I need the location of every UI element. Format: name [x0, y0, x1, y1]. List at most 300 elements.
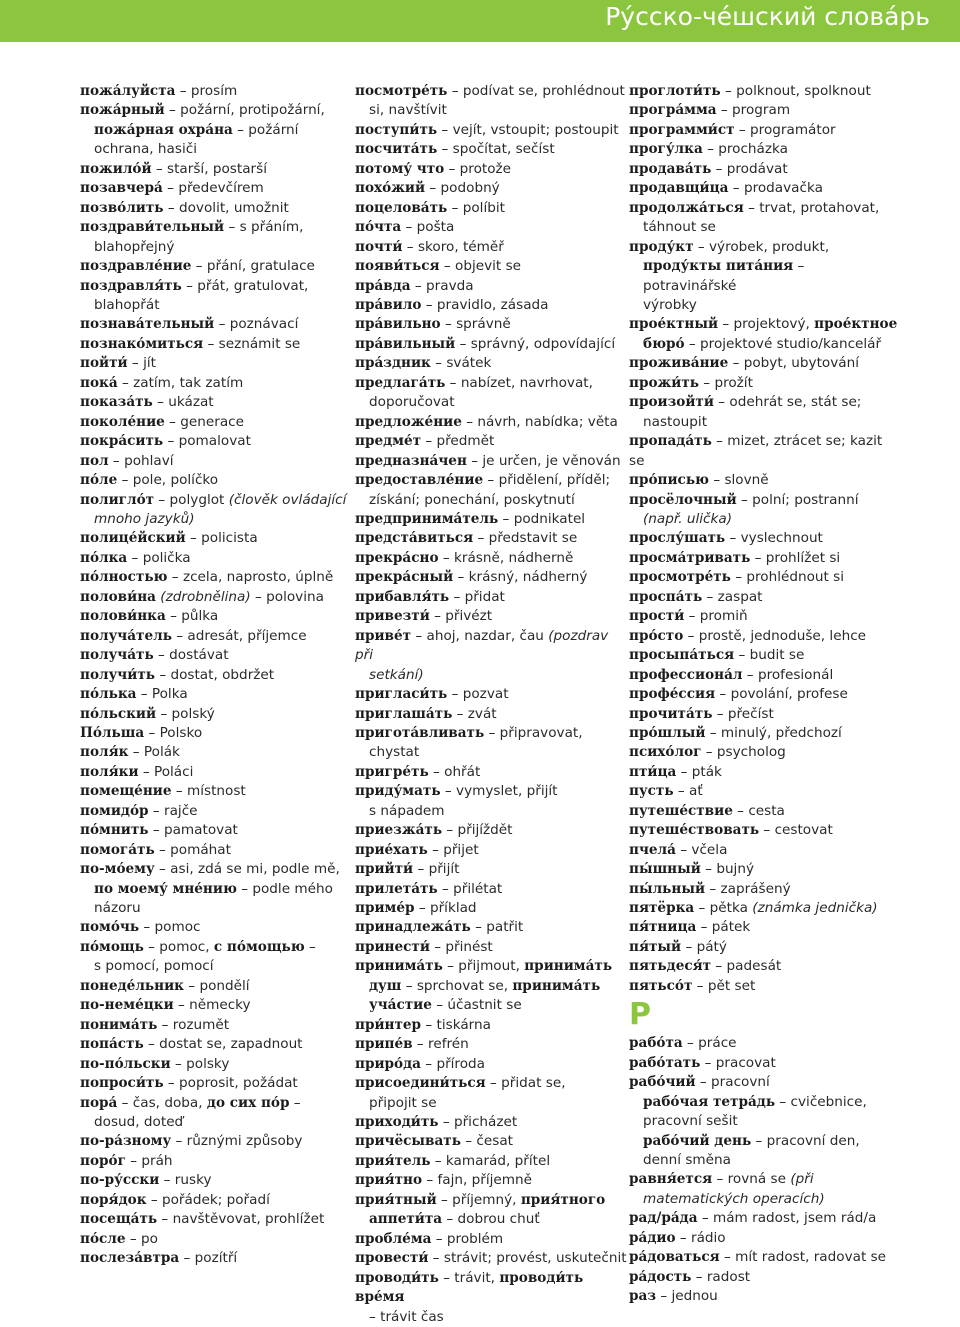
translation: cestovat: [774, 822, 833, 839]
entry-continuation: (např. ulička): [643, 510, 733, 527]
dictionary-entry: пожило́й – starší, postarší: [80, 160, 267, 177]
dictionary-entry: програ́мма – program: [629, 102, 791, 119]
dictionary-entry: просыпа́ться – budit se: [629, 647, 805, 664]
dictionary-entry: проспа́ть – zaspat: [629, 588, 763, 605]
dictionary-entry: приглаша́ть – zvát: [355, 705, 497, 722]
dictionary-entry: пятьдеся́т – padesát: [629, 958, 782, 975]
translation: svátek: [446, 355, 492, 372]
dictionary-entry: [355, 101, 627, 120]
translation: pták: [691, 763, 722, 780]
dictionary-entry: пропада́ть – mizet, ztrácet se; kazit se: [629, 433, 883, 469]
translation: pomoc,: [159, 938, 210, 955]
translation: přijít: [428, 861, 460, 878]
translation: polknout, spolknout: [736, 83, 871, 99]
headword: посеща́ть: [80, 1211, 158, 1228]
headword: проду́кт: [629, 238, 694, 255]
headword: рабо́та: [629, 1035, 683, 1052]
dictionary-entry: проглоти́ть – polknout, spolknout: [629, 83, 871, 99]
dictionary-entry: проду́кт – výrobek, produkt,: [629, 238, 830, 255]
headword: путеше́ствовать: [629, 822, 760, 839]
translation: padesát: [726, 958, 782, 975]
translation: pohlaví: [124, 452, 174, 469]
headword: продава́ть: [629, 160, 712, 177]
translation: pozítří: [194, 1250, 238, 1267]
headword: проводи́ть: [355, 1269, 439, 1286]
headword: пчела́: [629, 841, 676, 858]
translation: potravinářské: [643, 277, 737, 294]
entry-continuation: blahopřát: [94, 296, 160, 313]
dictionary-entry: полигло́т – polyglot (člověk ovládající: [80, 491, 347, 508]
section-letter: Р: [629, 997, 651, 1033]
headword: поря́док: [80, 1191, 147, 1208]
headword: пропада́ть: [629, 433, 712, 450]
entry-continuation: setkání): [369, 666, 424, 683]
translation: tiskárna: [436, 1016, 491, 1033]
translation: příjemný,: [452, 1191, 517, 1208]
dictionary-entry: по́лька – Polka: [80, 686, 188, 703]
headword: пятьдеся́т: [629, 958, 712, 975]
translation: jít: [143, 355, 156, 372]
translation: podle mého: [252, 880, 333, 897]
dictionary-entry: получа́ть – dostávat: [80, 647, 229, 664]
translation: promiň: [699, 608, 748, 625]
dictionary-entry: прибавля́ть – přidat: [355, 588, 505, 605]
dictionary-entry: ра́дость – radost: [629, 1268, 751, 1285]
dictionary-entry: продолжа́ться – trvat, protahovat,: [629, 199, 880, 216]
headword: прочита́ть: [629, 705, 713, 722]
headword: поля́ки: [80, 763, 139, 780]
headword: пойти́: [80, 355, 128, 372]
headword: прие́хать: [355, 841, 428, 858]
headword: прия́тный: [355, 1191, 437, 1208]
dictionary-entry: аппети́та – dobrou chuť: [369, 1211, 540, 1228]
dictionary-entry: произойти́ – odehrát se, stát se;: [629, 394, 862, 411]
translation: různými způsoby: [186, 1133, 303, 1150]
dictionary-entry: прия́тный – příjemný, прия́тного: [355, 1191, 606, 1208]
headword: полице́йский: [80, 530, 186, 547]
headword: пол: [80, 452, 109, 469]
translation: rajče: [164, 802, 198, 819]
dictionary-entry: по-по́льски – polsky: [80, 1055, 230, 1072]
dictionary-entry: посмотре́ть – podívat se, prohlédnout: [355, 83, 625, 99]
headword: приглаша́ть: [355, 705, 453, 722]
dictionary-entry: [629, 218, 901, 237]
translation: předevčírem: [178, 180, 264, 197]
dictionary-entry: рабо́та – práce: [629, 1035, 737, 1052]
dictionary-entry: по́мнить – pamatovat: [80, 822, 238, 839]
dictionary-entry: почти́ – skoro, téměř: [355, 238, 504, 255]
headword: помо́чь: [80, 919, 140, 936]
headword: прибавля́ть: [355, 588, 450, 605]
dictionary-entry: пра́вильный – správný, odpovídající: [355, 335, 616, 352]
translation: požární, protipožární,: [180, 102, 325, 119]
dictionary-entry: принести́ – přinést: [355, 938, 493, 955]
translation: po: [140, 1230, 158, 1247]
dictionary-entry: понеде́льник – pondělí: [80, 977, 250, 994]
dictionary-entry: программи́ст – programátor: [629, 121, 836, 138]
headword: поцелова́ть: [355, 199, 448, 216]
entry-continuation: si, navštívit: [369, 102, 447, 119]
dictionary-entry: профессиона́л – profesionál: [629, 666, 834, 683]
dictionary-entry: прие́хать – přijet: [355, 841, 479, 858]
headword: прия́тно: [355, 1172, 423, 1189]
dictionary-entry: – trávit čas: [369, 1308, 444, 1325]
dictionary-entry: по-ру́сски – rusky: [80, 1172, 212, 1189]
translation: polyglot: [169, 491, 225, 508]
translation: zatím, tak zatím: [133, 374, 244, 391]
headword: поздрави́тельный: [80, 219, 225, 236]
usage-note: (známka jednička): [752, 900, 878, 917]
translation: dostat se, zapadnout: [159, 1036, 303, 1053]
headword: профессиона́л: [629, 666, 743, 683]
dictionary-entry: поля́ки – Poláci: [80, 763, 194, 780]
translation: polsky: [186, 1055, 230, 1072]
dictionary-entry: пробле́ма – problém: [355, 1230, 504, 1247]
dictionary-entry: приходи́ть – přicházet: [355, 1114, 518, 1131]
dictionary-entry: пы́шный – bujný: [629, 861, 754, 878]
dictionary-entry: пра́вильно – správně: [355, 316, 511, 333]
headword: по́чта: [355, 219, 402, 236]
headword-phrase: с по́мощью: [213, 938, 305, 955]
dictionary-entry: рабо́чий – pracovní: [629, 1074, 770, 1091]
translation: pole, políčko: [132, 472, 219, 489]
headword: поколе́ние: [80, 413, 165, 430]
dictionary-entry: [80, 957, 352, 976]
translation: Polsko: [159, 724, 203, 741]
headword: поступи́ть: [355, 121, 438, 138]
translation: předmět: [436, 433, 495, 450]
translation: adresát, příjemce: [187, 627, 307, 644]
translation: protože: [459, 160, 512, 177]
dictionary-entry: пол – pohlaví: [80, 452, 174, 469]
headword: прекра́сно: [355, 549, 439, 566]
dictionary-entry: по-ра́зному – různými způsoby: [80, 1133, 303, 1150]
translation: profesionál: [757, 666, 834, 683]
headword: душ: [369, 977, 402, 994]
translation: zaspat: [717, 588, 763, 605]
translation: odehrát se, stát se;: [729, 394, 862, 411]
dictionary-entry: показа́ть – ukázat: [80, 394, 214, 411]
dictionary-entry: прожи́ть – prožít: [629, 374, 753, 391]
translation: krásný, nádherný: [468, 569, 588, 586]
dictionary-entry: по-неме́цки – německy: [80, 997, 251, 1014]
translation: požární: [248, 121, 299, 138]
translation: přidělení, příděl;: [498, 472, 611, 489]
translation: program: [732, 102, 791, 119]
translation: cesta: [748, 802, 785, 819]
headword: полови́на: [80, 588, 156, 605]
translation: poprosit, požádat: [179, 1075, 298, 1092]
dictionary-entry: потому́ что – protože: [355, 160, 512, 177]
headword: по́лька: [80, 686, 137, 703]
headword: по-неме́цки: [80, 997, 174, 1014]
headword: пра́вильный: [355, 335, 456, 352]
translation: seznámit se: [218, 335, 301, 352]
headword: пригота́вливать: [355, 724, 485, 741]
headword: предпринима́тель: [355, 510, 499, 527]
dictionary-entry: приро́да – příroda: [355, 1055, 485, 1072]
headword: приве́т: [355, 627, 412, 644]
headword: прийти́: [355, 861, 414, 878]
headword: по́льский: [80, 705, 157, 722]
dictionary-entry: [80, 140, 352, 159]
dictionary-entry: по́сле – po: [80, 1230, 158, 1247]
headword: проду́кты пита́ния: [643, 258, 794, 275]
dictionary-entry: по́чта – pošta: [355, 219, 455, 236]
dictionary-entry: помо́чь – pomoc: [80, 919, 201, 936]
dictionary-entry: предпринима́тель – podnikatel: [355, 510, 586, 527]
dictionary-entry: полице́йский – policista: [80, 530, 258, 547]
translation: dostávat: [169, 647, 229, 664]
translation: trávit čas: [380, 1308, 444, 1325]
headword: по моему́ мне́нию: [94, 880, 237, 897]
translation: přicházet: [453, 1114, 518, 1131]
entry-continuation: připojit se: [369, 1094, 437, 1111]
dictionary-entry: [80, 296, 352, 315]
headword: про́шлый: [629, 724, 706, 741]
translation: trvat, protahovat,: [759, 199, 880, 216]
headword: бюро́: [643, 335, 685, 352]
headword: просмотре́ть: [629, 569, 731, 586]
headword: приме́р: [355, 900, 415, 917]
usage-note: (zdrobnělina): [160, 588, 251, 605]
dictionary-entry: принадлежа́ть – patřit: [355, 919, 524, 936]
dictionary-entry: [80, 1113, 352, 1132]
translation: podívat se, prohlédnout: [462, 83, 625, 99]
dictionary-column-2: [355, 82, 627, 1327]
headword: профе́ссия: [629, 686, 716, 703]
headword: прилета́ть: [355, 880, 438, 897]
dictionary-entry: [355, 491, 627, 510]
translation: programátor: [750, 121, 836, 138]
entry-continuation: ochrana, hasiči: [94, 141, 197, 158]
translation: prohlédnout si: [746, 569, 845, 586]
headword: пригре́ть: [355, 763, 429, 780]
dictionary-entry: [629, 1190, 901, 1209]
headword: пригласи́ть: [355, 686, 448, 703]
translation: mít radost, radovat se: [735, 1249, 887, 1266]
translation: polský: [171, 705, 215, 722]
dictionary-entry: просма́тривать – prohlížet si: [629, 549, 841, 566]
headword: посмотре́ть: [355, 83, 448, 99]
headword: пя́тый: [629, 938, 682, 955]
dictionary-entry: [629, 296, 901, 315]
translation: prodávat: [726, 160, 788, 177]
dictionary-entry: предоставле́ние – přidělení, příděl;: [355, 472, 611, 489]
headword: почти́: [355, 238, 403, 255]
translation: zcela, naprosto, úplně: [182, 569, 334, 586]
dictionary-entry: [629, 510, 901, 529]
translation: mám radost, jsem rád/a: [712, 1210, 877, 1227]
translation: přidat se,: [501, 1075, 566, 1092]
translation: prohlížet si: [765, 549, 841, 566]
dictionary-entry: [355, 1094, 627, 1113]
translation: kamarád, přítel: [445, 1152, 551, 1169]
entry-continuation: mnoho jazyků): [94, 510, 195, 527]
dictionary-entry: поздрави́тельный – s přáním,: [80, 219, 304, 236]
headword: познава́тельный: [80, 316, 215, 333]
translation: přání, gratulace: [206, 258, 315, 275]
dictionary-entry: пти́ца – pták: [629, 763, 722, 780]
dictionary-entry: просёлочный – polní; postranní: [629, 491, 859, 508]
translation: Polák: [143, 744, 180, 761]
headword: приро́да: [355, 1055, 421, 1072]
headword: похо́жий: [355, 180, 426, 197]
dictionary-entry: [629, 1151, 901, 1170]
dictionary-entry: приме́р – příklad: [355, 900, 477, 917]
translation: správný, odpovídající: [470, 335, 616, 352]
translation: pracovní den,: [766, 1132, 860, 1149]
dictionary-entry: пойти́ – jít: [80, 355, 156, 372]
translation: prodavačka: [743, 180, 823, 197]
headword: по-по́льски: [80, 1055, 171, 1072]
translation: včela: [691, 841, 728, 858]
translation: příklad: [429, 900, 477, 917]
dictionary-entry: прослу́шать – vyslechnout: [629, 530, 823, 547]
headword: потому́ что: [355, 160, 445, 177]
translation: pětka: [709, 900, 748, 917]
translation: sprchovat se,: [416, 977, 509, 994]
headword: провести́: [355, 1250, 429, 1267]
headword: проглоти́ть: [629, 83, 721, 99]
dictionary-entry: пятьсо́т – pět set: [629, 977, 756, 994]
dictionary-entry: уча́стие – účastnit se: [369, 997, 522, 1014]
translation: refrén: [428, 1036, 469, 1053]
headword: принести́: [355, 938, 430, 955]
headword: про́сто: [629, 627, 684, 644]
dictionary-entry: рабо́тать – pracovat: [629, 1054, 776, 1071]
dictionary-entry: покра́сить – pomalovat: [80, 433, 251, 450]
translation: podobný: [440, 180, 500, 197]
translation: připravovat,: [499, 724, 583, 741]
translation: dobrou chuť: [457, 1211, 540, 1228]
dictionary-entry: поступи́ть – vejít, vstoupit; postoupit: [355, 121, 619, 138]
translation: pátek: [711, 919, 751, 936]
translation: pravidlo, zásada: [436, 296, 549, 313]
translation: ahoj, nazdar, čau: [426, 627, 544, 644]
translation: půlka: [181, 608, 219, 625]
translation: procházka: [718, 141, 788, 158]
dictionary-entry: припе́в – refrén: [355, 1036, 469, 1053]
dictionary-entry: [629, 1112, 901, 1131]
headword: по-мо́ему: [80, 861, 155, 878]
translation: pondělí: [199, 977, 250, 994]
dictionary-entry: пя́тый – pátý: [629, 938, 727, 955]
headword: прия́тель: [355, 1152, 431, 1169]
dictionary-entry: по́мощь – pomoc, с по́мощью –: [80, 938, 316, 955]
headword: пятёрка: [629, 900, 695, 917]
translation: pobyt, ubytování: [743, 355, 860, 372]
entry-continuation: matematických operacích): [643, 1190, 825, 1207]
translation: pomoc: [154, 919, 201, 936]
translation: dostat, obdržet: [170, 666, 275, 683]
entry-continuation: denní směna: [643, 1152, 731, 1169]
dictionary-entry: раз – jednou: [629, 1288, 718, 1305]
dictionary-entry: профе́ссия – povolání, profese: [629, 686, 848, 703]
headword: предлага́ть: [355, 374, 446, 391]
dictionary-entry: предназна́чен – je určen, je věnován: [355, 452, 621, 469]
translation: ať: [689, 783, 703, 800]
headword: привезти́: [355, 608, 430, 625]
translation: strávit; provést, uskutečnit: [443, 1250, 627, 1267]
dictionary-entry: познава́тельный – poznávací: [80, 316, 299, 333]
translation: Poláci: [154, 763, 194, 780]
dictionary-entry: продавщи́ца – prodavačka: [629, 180, 823, 197]
headword: пы́льный: [629, 880, 706, 897]
translation: cvičebnice,: [790, 1093, 867, 1110]
translation: Polka: [151, 686, 188, 703]
dictionary-entry: полови́нка – půlka: [80, 608, 219, 625]
headword: предста́виться: [355, 530, 474, 547]
headword: продолжа́ться: [629, 199, 744, 216]
headword: пожа́луйста: [80, 83, 176, 99]
headword: по́лка: [80, 549, 128, 566]
dictionary-entry: прожива́ние – pobyt, ubytování: [629, 355, 860, 372]
dictionary-entry: пока́ – zatím, tak zatím: [80, 374, 244, 391]
dictionary-entry: продава́ть – prodávat: [629, 160, 788, 177]
dictionary-entry: просмотре́ть – prohlédnout si: [629, 569, 845, 586]
dictionary-entry: поро́г – práh: [80, 1152, 173, 1169]
entry-continuation: chystat: [369, 744, 420, 761]
translation: ukázat: [168, 394, 214, 411]
headword: програ́мма: [629, 102, 717, 119]
header-bar: [0, 0, 960, 42]
headword: пра́вильно: [355, 316, 441, 333]
translation: rusky: [174, 1172, 212, 1189]
entry-continuation: dosud, doteď: [94, 1114, 184, 1131]
translation: generace: [180, 413, 245, 430]
headword: попа́сть: [80, 1036, 144, 1053]
entry-continuation: doporučovat: [369, 394, 455, 411]
headword: аппети́та: [369, 1211, 443, 1228]
dictionary-entry: поздравле́ние – přání, gratulace: [80, 258, 315, 275]
dictionary-entry: пожа́луйста – prosím: [80, 83, 238, 99]
dictionary-entry: поцелова́ть – políbit: [355, 199, 505, 216]
headword: причёсывать: [355, 1133, 461, 1150]
dictionary-entry: пожа́рный – požární, protipožární,: [80, 102, 325, 119]
entry-continuation: s nápadem: [369, 802, 445, 819]
translation: prostě, jednoduše, lehce: [698, 627, 867, 644]
headword: по-ра́зному: [80, 1133, 172, 1150]
translation: přijíždět: [457, 822, 513, 839]
translation: rovná se: [727, 1171, 786, 1188]
headword: прожива́ние: [629, 355, 729, 372]
dictionary-entry: получи́ть – dostat, obdržet: [80, 666, 275, 683]
headword: про́писью: [629, 472, 709, 489]
headword: пора́: [80, 1094, 118, 1111]
translation: výrobek, produkt,: [708, 238, 830, 255]
dictionary-entry: [80, 510, 352, 529]
usage-note: (člověk ovládající: [228, 491, 347, 508]
dictionary-entry: предлага́ть – nabízet, navrhovat,: [355, 374, 593, 391]
entry-continuation: pracovní sešit: [643, 1113, 738, 1130]
headword: пятьсо́т: [629, 977, 693, 994]
dictionary-entry: пчела́ – včela: [629, 841, 728, 858]
headword: пока́: [80, 374, 118, 391]
dictionary-entry: понима́ть – rozumět: [80, 1016, 230, 1033]
translation: pořádek; pořadí: [161, 1191, 270, 1208]
headword-phrase: до сих по́р: [206, 1094, 290, 1111]
translation: bujný: [716, 861, 754, 878]
headword: прое́ктный: [629, 316, 719, 333]
headword: понеде́льник: [80, 977, 184, 994]
dictionary-entry: пригота́вливать – připravovat,: [355, 724, 583, 741]
dictionary-entry: пы́льный – zaprášený: [629, 880, 791, 897]
dictionary-entry: про́писью – slovně: [629, 472, 769, 489]
headword: рабо́тать: [629, 1054, 701, 1071]
headword: по́мощь: [80, 938, 144, 955]
dictionary-entry: [355, 393, 627, 412]
